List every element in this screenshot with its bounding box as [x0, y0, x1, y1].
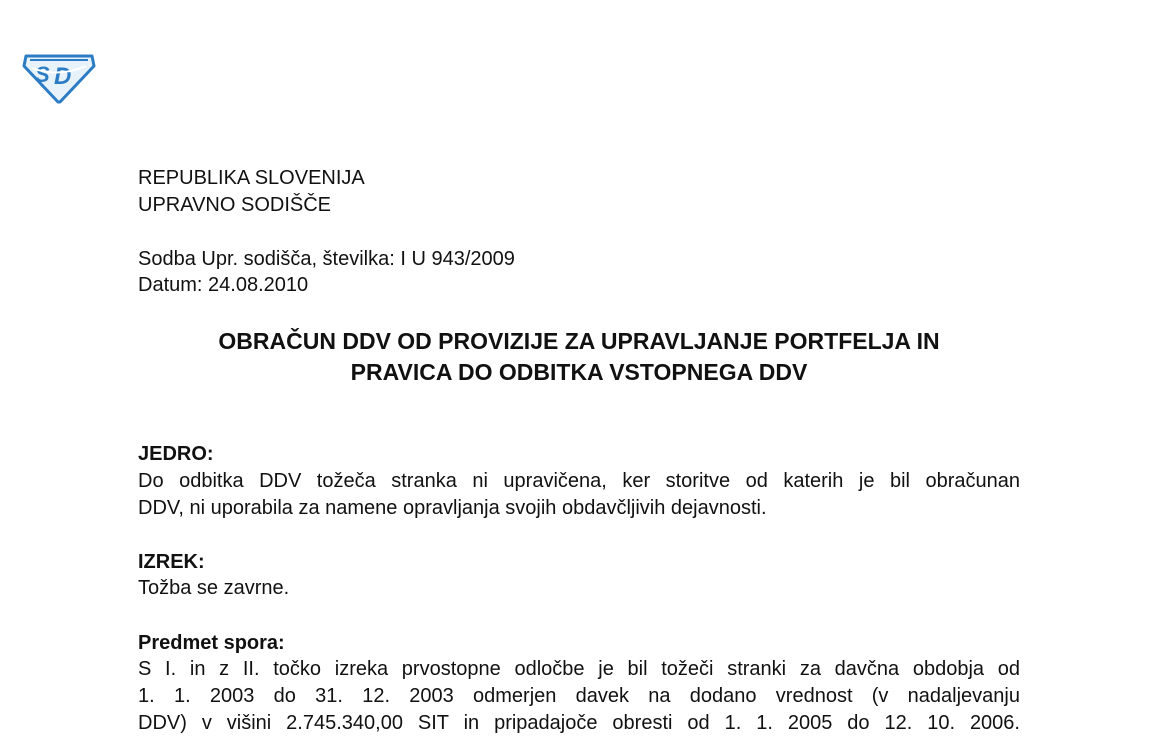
predmet-spora-heading: Predmet spora: — [138, 632, 285, 654]
header-republika: REPUBLIKA SLOVENIJA — [138, 167, 365, 189]
jedro-text-line2: DDV, ni uporabila za namene opravljanja svojih obdavčljivih dejavnosti. — [138, 497, 767, 519]
svg-text:D: D — [54, 63, 72, 90]
sd-shield-logo-icon — [22, 48, 96, 104]
predmet-text-line1: S I. in z II. točko izreka prvostopne odločbe je bil tožeči stranki za davčna obdobja od — [138, 658, 1020, 680]
predmet-text-line2: 1. 1. 2003 do 31. 12. 2003 odmerjen davek na dodano vrednost (v nadaljevanju — [138, 685, 1020, 707]
court-logo — [22, 48, 96, 104]
document-title-line1: OBRAČUN DDV OD PROVIZIJE ZA UPRAVLJANJE PORTFELJA IN — [218, 328, 940, 354]
decision-date: Datum: 24.08.2010 — [138, 274, 309, 296]
predmet-text-line3: DDV) v višini 2.745.340,00 SIT in pripadajoče obresti od 1. 1. 2005 do 12. 10. 2006. — [138, 712, 1020, 734]
svg-text:S: S — [35, 62, 50, 87]
jedro-text-line1: Do odbitka DDV tožeča stranka ni upravičena, ker storitve od katerih je bil obračunan — [138, 470, 1020, 492]
izrek-heading: IZREK: — [138, 551, 205, 573]
header-court: UPRAVNO SODIŠČE — [138, 194, 331, 216]
case-number: Sodba Upr. sodišča, številka: I U 943/2009 — [138, 248, 515, 270]
document-title-line2: PRAVICA DO ODBITKA VSTOPNEGA DDV — [350, 359, 808, 385]
izrek-text: Tožba se zavrne. — [138, 577, 290, 599]
jedro-heading: JEDRO: — [138, 443, 214, 465]
